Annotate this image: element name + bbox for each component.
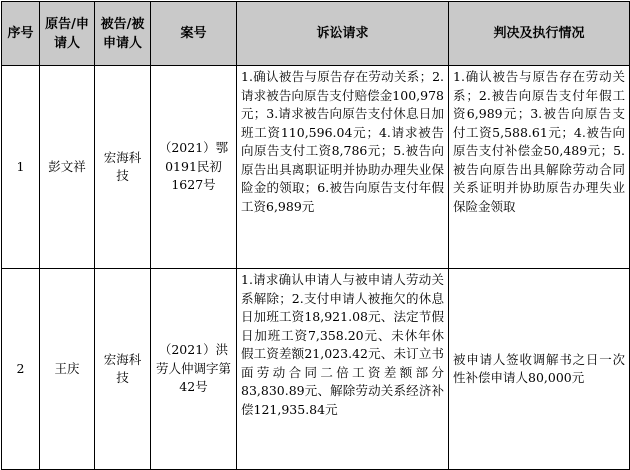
- table-row: [2, 269, 630, 470]
- table-row: [2, 66, 630, 269]
- table-header-row: [2, 2, 630, 66]
- header-judgment: 判决及执行情况: [449, 2, 630, 66]
- cell-judgment: 1.确认被告与原告存在劳动关系；2.被告向原告支付年假工资6,989元；3.被告向原告支付工资5,588.61元；4.被告向原告支付补偿金50,489元；5.被告向原告出具解除劳动合同关系证明并协助原告办理失业保险金领取: [449, 66, 630, 269]
- cell-seq: 1: [2, 66, 40, 269]
- header-plaintiff: 原告/申请人: [40, 2, 95, 66]
- cell-seq: 2: [2, 269, 40, 470]
- header-case-no: 案号: [151, 2, 237, 66]
- cell-plaintiff: 彭文祥: [40, 66, 95, 269]
- cell-plaintiff: 王庆: [40, 269, 95, 470]
- header-claims: 诉讼请求: [237, 2, 449, 66]
- cell-defendant: 宏海科技: [95, 269, 151, 470]
- cell-judgment: 被申请人签收调解书之日一次性补偿申请人80,000元: [449, 269, 630, 470]
- cell-case-no: （2021）鄂0191民初1627号: [151, 66, 237, 269]
- cell-defendant: 宏海科技: [95, 66, 151, 269]
- cell-claims: 1.请求确认申请人与被申请人劳动关系解除；2.支付申请人被拖欠的休息日加班工资18,921.08元、法定节假日加班工资7,358.20元、未休年休假工资差额21,023.42元、未订立书面劳动合同二倍工资差额部分83,830.89元、解除劳动关系经济补偿121,935.84元: [237, 269, 449, 470]
- cell-case-no: （2021）洪劳人仲调字第42号: [151, 269, 237, 470]
- header-defendant: 被告/被申请人: [95, 2, 151, 66]
- cell-claims: 1.确认被告与原告存在劳动关系；2.请求被告向原告支付赔偿金100,978元；3.请求被告向原告支付休息日加班工资110,596.04元；4.请求被告向原告支付工资8,786元；5.被告向原告出具离职证明并协助办理失业保险金的领取；6.被告向原告支付年假工资6,989元: [237, 66, 449, 269]
- litigation-table: [1, 1, 630, 470]
- header-seq: 序号: [2, 2, 40, 66]
